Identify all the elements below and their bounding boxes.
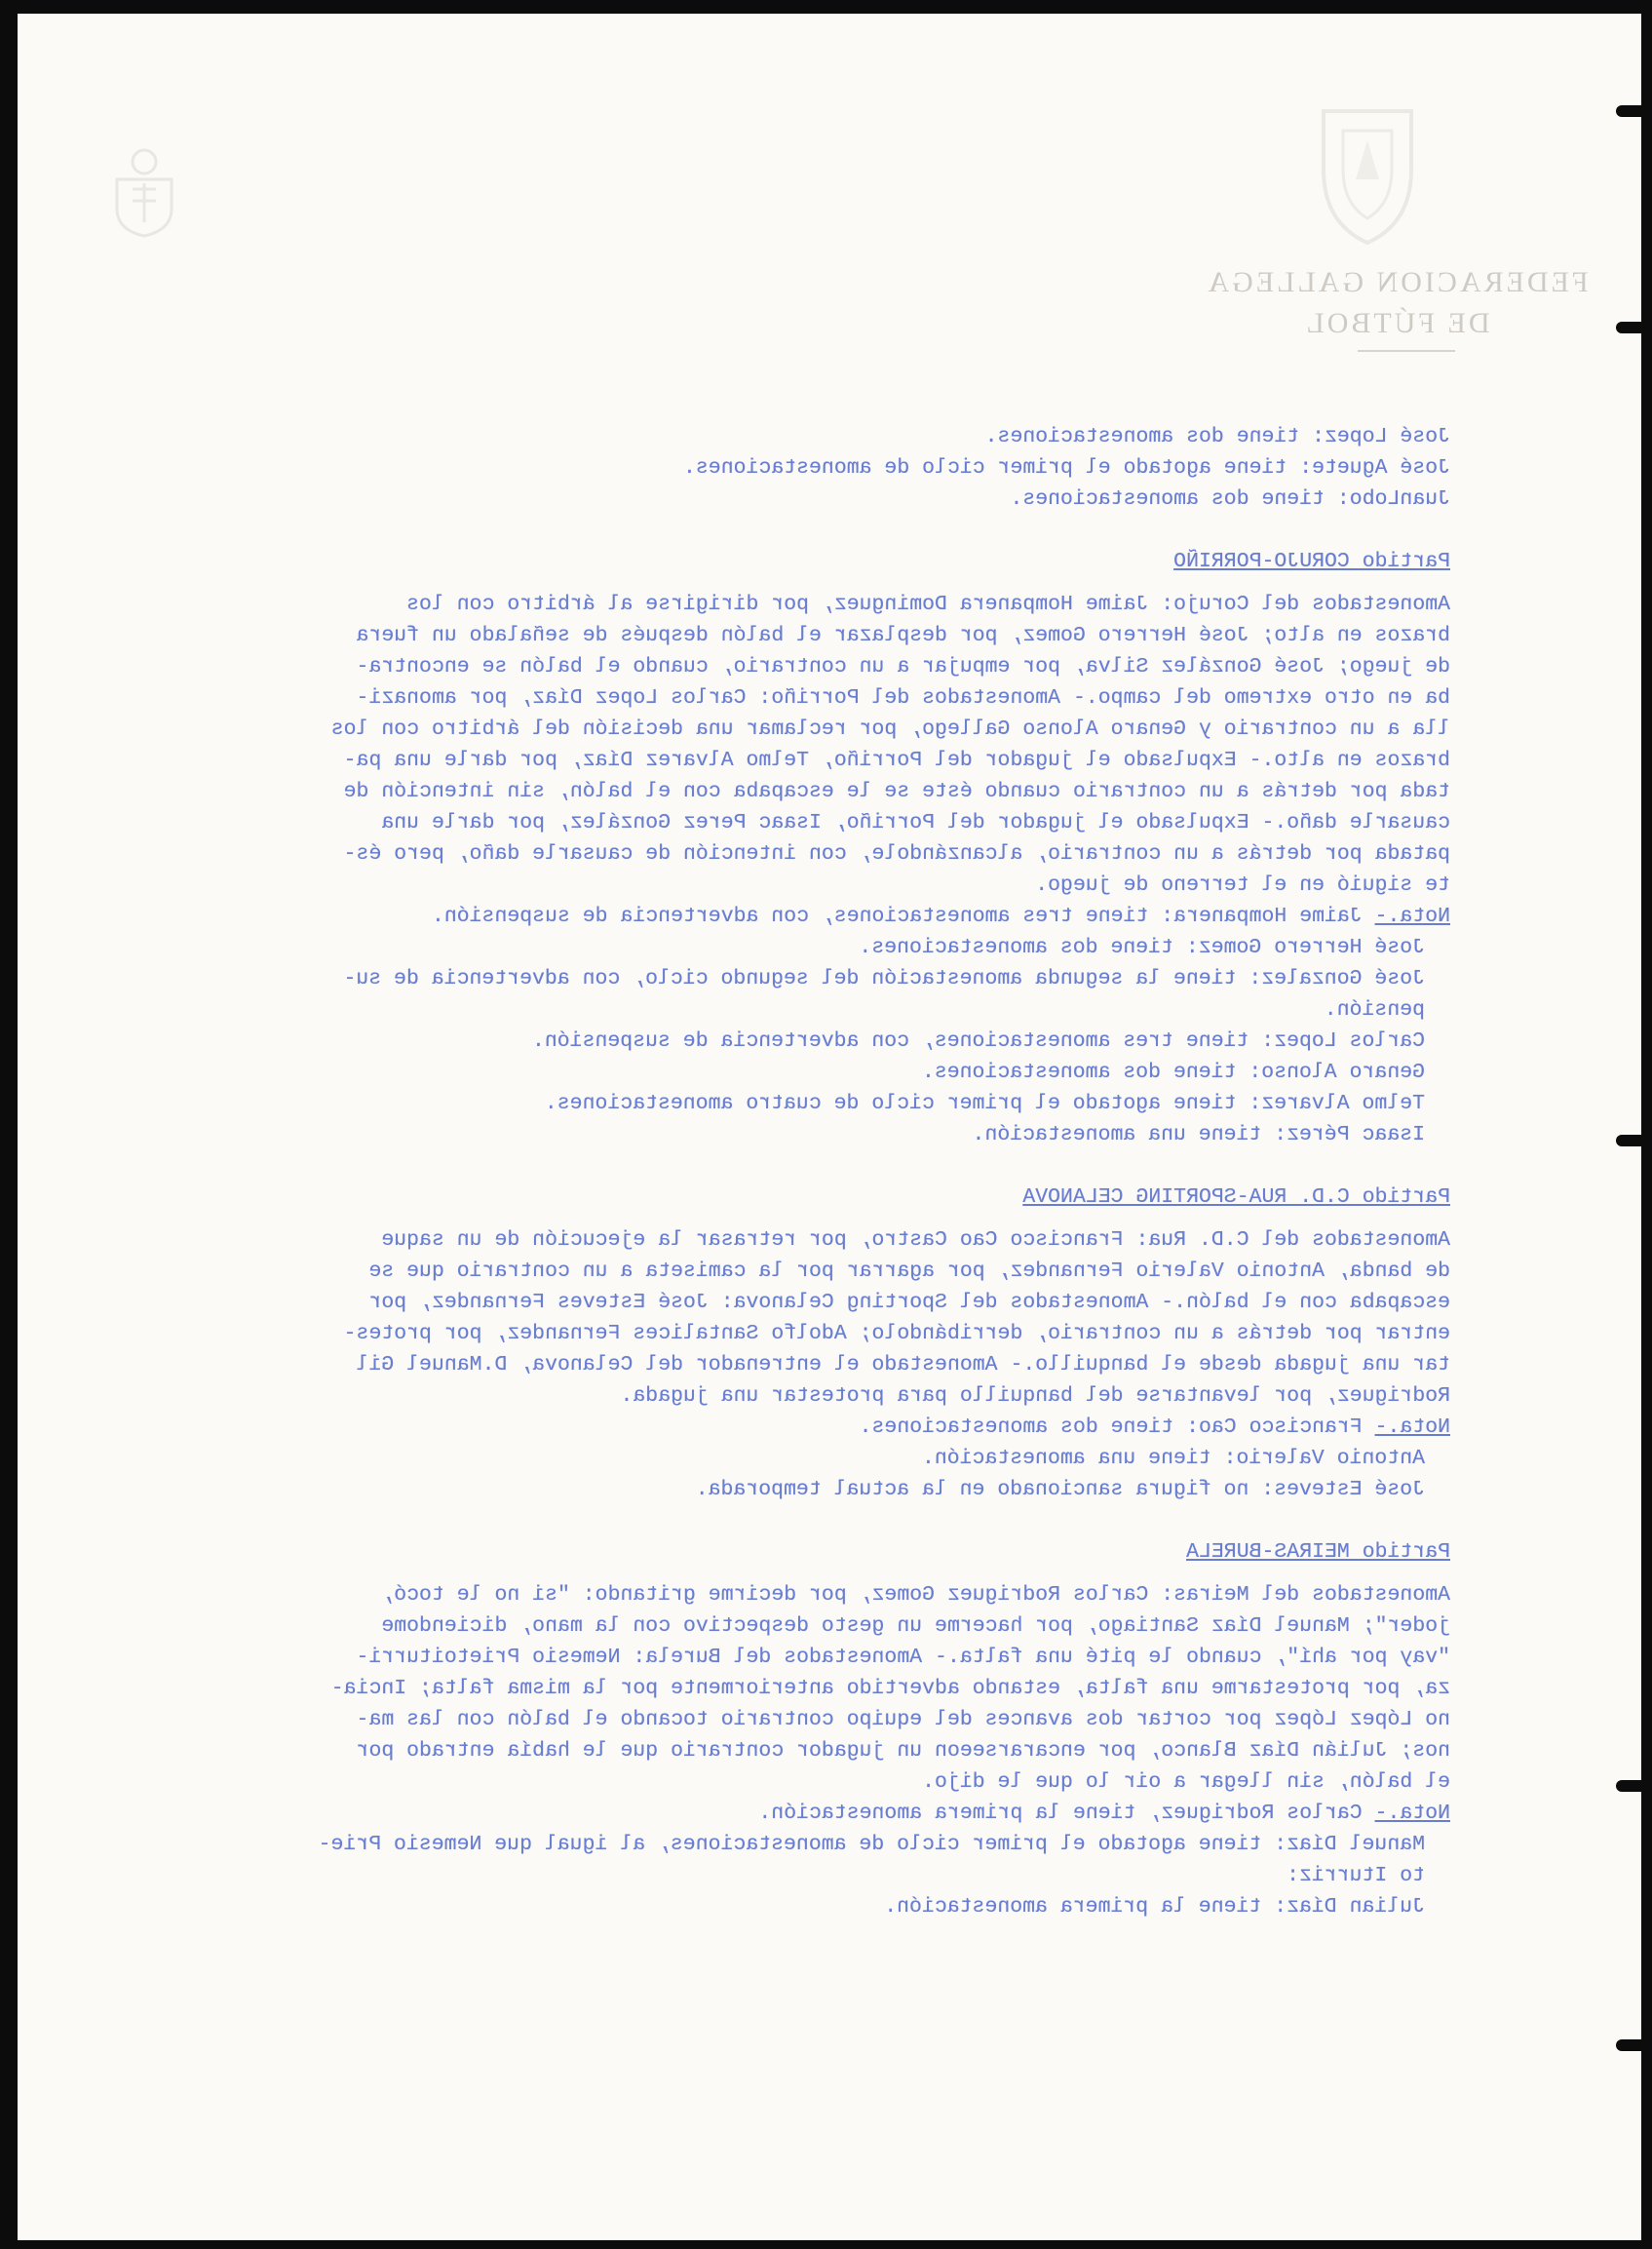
nota-line: José Herrero Gomez: tiene dos amonestaciones. — [859, 936, 1425, 959]
report-line: tar una jugada desde el banquillo.- Amonestado el entrenador del Celanova, D.Manuel Gil — [356, 1353, 1450, 1377]
report-line: ba en otro extremo del campo.- Amonestados del Porriño: Carlos Lopez Díaz, por amonazi- — [356, 686, 1450, 710]
report-line: Amonestados del Corujo: Jaime Hompanera Dominguez, por dirigirse al árbitro con los — [406, 593, 1450, 616]
letterhead-line2: DE FÚTBOL — [1303, 307, 1490, 339]
binder-tab — [1616, 1780, 1641, 1792]
report-line: causarle daño.- Expulsado el jugador del Porriño, Isaac Perez González, por darle una — [381, 811, 1450, 834]
nota-label: Nota.- — [1374, 1802, 1450, 1825]
binder-tab — [1616, 1135, 1641, 1146]
report-line: de banda, Antonio Valerio Fernandez, por agarrar por la camiseta a un contrario que se — [368, 1260, 1450, 1283]
nota-line: Carlos Lopez: tiene tres amonestaciones, con advertencia de suspensión. — [531, 1029, 1425, 1053]
nota-line — [66, 901, 1450, 932]
report-line: Amonestados del C.D. Rua: Francisco Cao Castro, por retrasar la ejecución de un saque — [381, 1228, 1450, 1252]
report-line: tada por detrás a un contrario cuando éste se le escapaba con el balón, sin intención de — [343, 780, 1450, 803]
nota-line: to Iturriz: — [1287, 1864, 1425, 1887]
report-line: el balón, sin llegar a oir lo que le dijo. — [922, 1770, 1450, 1794]
report-line: de juego; José González Silva, por empujar a un contrario, cuando el balón se encontra- — [356, 655, 1450, 679]
report-line: brazos en alto; José Herrero Gomez, por desplazar el balón después de señalado un fuera — [356, 624, 1450, 647]
report-line: patada por detrás a un contrario, alcanzándole, con intención de causarle daño, pero és- — [343, 842, 1450, 866]
typewritten-report — [66, 421, 1450, 1922]
letterhead — [1177, 262, 1616, 344]
match-heading: Partido CORUJO-PORRIÑO — [1173, 550, 1450, 573]
nota-text: Francisco Cao: tiene dos amonestaciones. — [859, 1415, 1363, 1439]
report-line: brazos en alto.- Expulsado el jugador del Porriño, Telmo Alvarez Díaz, por darle una pa- — [343, 749, 1450, 772]
nota-line: Genaro Alonso: tiene dos amonestaciones. — [921, 1061, 1425, 1084]
report-line: entrar por detrás a un contrario, derribándolo; Adolfo Santalices Fernandez, por protes- — [343, 1322, 1450, 1345]
federation-shield-watermark-icon — [1314, 101, 1421, 248]
nota-line: Telmo Alvarez: tiene agotado el primer ciclo de cuatro amonestaciones. — [544, 1092, 1425, 1115]
report-line: Amonestados del Meiras: Carlos Rodriguez Gomez, por decirme gritando: "si no le tocó, — [381, 1583, 1450, 1607]
nota-line: Manuel Díaz: tiene agotado el primer ciclo de amonestaciones, al igual que Nemesio Prie- — [318, 1833, 1425, 1856]
report-line: escapaba con el balón.- Amonestados del Sporting Celanova: José Esteves Fernandez, por — [368, 1291, 1450, 1314]
nota-text: Jaime Hompanera: tiene tres amonestaciones, con advertencia de suspensión. — [431, 905, 1363, 928]
report-line: José Aguete: tiene agotado el primer ciclo de amonestaciones. — [682, 456, 1450, 480]
nota-line — [66, 1412, 1450, 1443]
nota-line: Isaac Pérez: tiene una amonestación. — [972, 1123, 1425, 1146]
match-heading: Partido MEIRAS-BURELA — [1186, 1540, 1450, 1564]
binder-tab — [1616, 105, 1641, 117]
nota-line: José Esteves: no figura sancionado en la actual temporada. — [695, 1478, 1425, 1501]
report-line: José Lopez: tiene dos amonestaciones. — [984, 425, 1450, 448]
binder-tab — [1616, 322, 1641, 333]
letterhead-line1: FEDERACION GALLEGA — [1205, 266, 1589, 298]
report-line: te siguió en el terreno de juego. — [1035, 873, 1450, 897]
report-line: Rodriguez, por levantarse del banquillo para protestar una jugada. — [620, 1384, 1450, 1408]
nota-line: Julian Díaz: tiene la primera amonestación. — [884, 1895, 1425, 1919]
nota-line: Antonio Valerio: tiene una amonestación. — [921, 1447, 1425, 1470]
nota-line: José Gonzalez: tiene la segunda amonestación del segundo ciclo, con advertencia de su- — [343, 967, 1425, 990]
report-line: lla a un contrario y Genaro Alonso Gallego, por reclamar una decisión del árbitro con los — [330, 717, 1450, 741]
binder-tab — [1616, 2039, 1641, 2051]
nota-line: pensión. — [1324, 998, 1425, 1022]
report-line: JuanLobo: tiene dos amonestaciones. — [1010, 487, 1450, 511]
nota-label: Nota.- — [1374, 905, 1450, 928]
nota-label: Nota.- — [1374, 1415, 1450, 1439]
report-line: za, por protestarme una falta, estando advertido anteriormente por la misma falta; Incia- — [330, 1677, 1450, 1700]
letterhead-rule — [1358, 350, 1455, 352]
report-line: nos; Julián Díaz Blanco, por encararseeon un jugador contrario que le había entrado por — [356, 1739, 1450, 1763]
report-line: no López López por cortar dos avances del equipo contrario tocando el balón con las ma- — [356, 1708, 1450, 1731]
crest-watermark-icon — [105, 140, 183, 238]
nota-text: Carlos Rodriguez, tiene la primera amonestación. — [758, 1802, 1363, 1825]
report-line: joder"; Manuel Díaz Santiago, por hacerme un gesto despectivo con la mano, diciendome — [381, 1614, 1450, 1638]
match-heading: Partido C.D. RUA-SPORTING CELANOVA — [1022, 1185, 1450, 1209]
report-line: "vay por ahí", cuando le pité una falta.- Amonestados del Burela: Nemesio Prietoiturri- — [356, 1646, 1450, 1669]
nota-line — [66, 1798, 1450, 1829]
document-page — [18, 14, 1641, 2240]
